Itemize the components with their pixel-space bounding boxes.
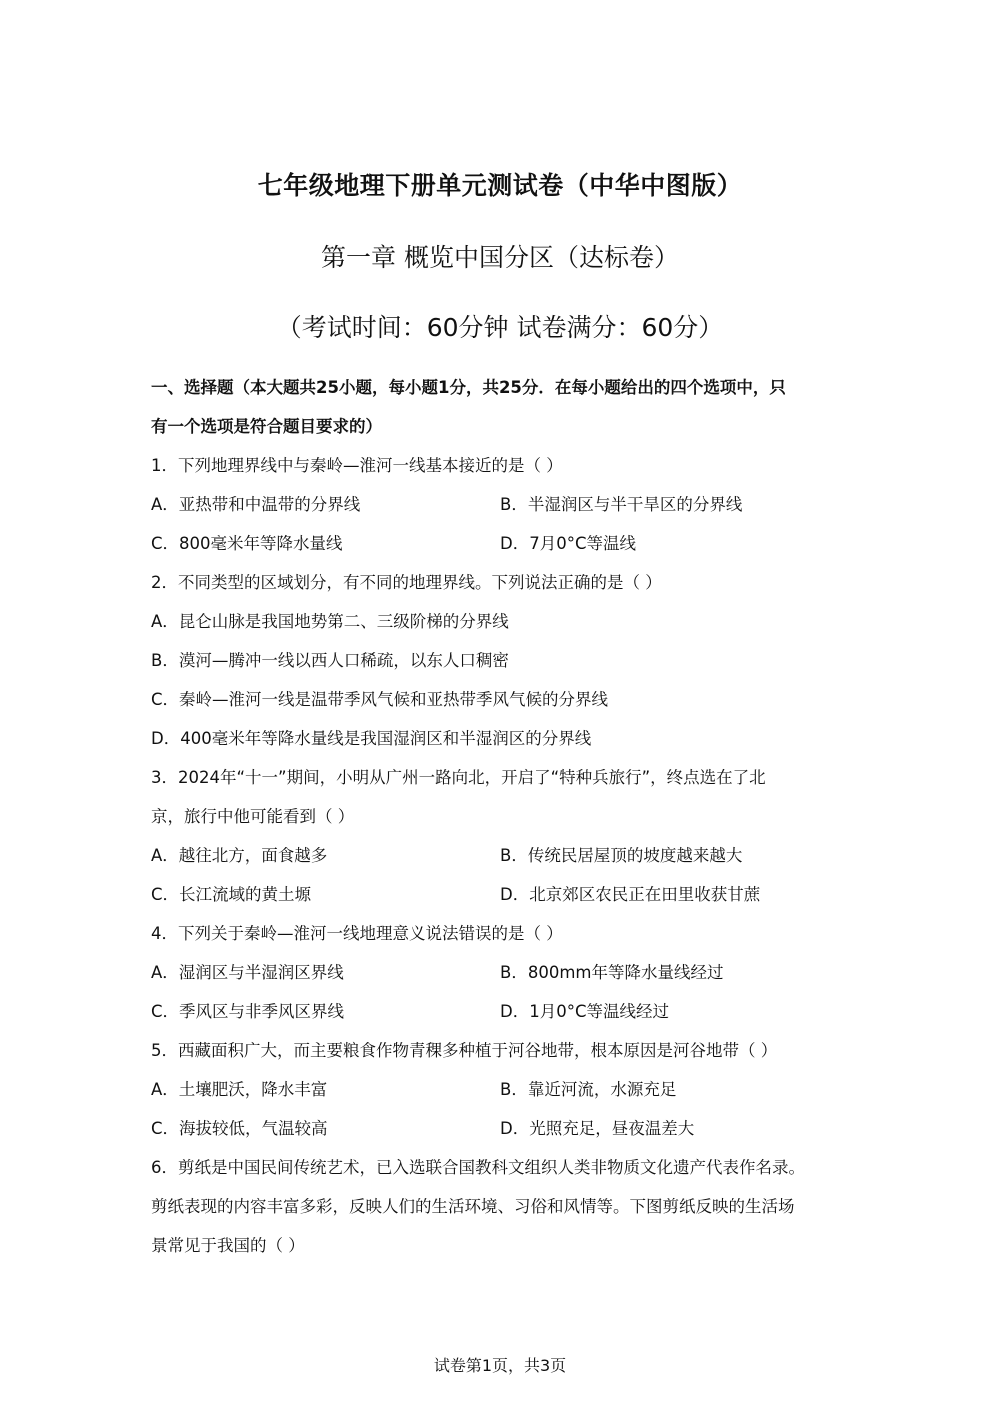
question-3-options-cd	[151, 875, 851, 914]
question-3-stem-line-1: 3．2024年“十一”期间，小明从广州一路向北，开启了“特种兵旅行”，终点选在了北	[151, 768, 766, 787]
section-heading-line-1: 一、选择题（本大题共25小题，每小题1分，共25分．在每小题给出的四个选项中，只	[151, 378, 786, 397]
page-footer: 试卷第1页，共3页	[433, 1356, 567, 1375]
question-5	[151, 1031, 851, 1148]
exam-title: 七年级地理下册单元测试卷（中华中图版）	[257, 171, 743, 200]
question-5-option-c: C．海拔较低，气温较高	[151, 1119, 328, 1138]
question-3-stem-line-2: 京，旅行中他可能看到（ ）	[151, 807, 355, 826]
question-5-option-d: D．光照充足，昼夜温差大	[500, 1119, 695, 1138]
question-3-option-a: A．越往北方，面食越多	[151, 846, 328, 865]
question-1-options-ab	[151, 485, 851, 524]
section-heading-line-2: 有一个选项是符合题目要求的）	[151, 417, 382, 436]
question-1-option-a: A．亚热带和中温带的分界线	[151, 495, 361, 514]
question-4-option-a: A．湿润区与半湿润区界线	[151, 963, 344, 982]
question-4-option-c: C．季风区与非季风区界线	[151, 1002, 345, 1021]
question-2	[151, 563, 851, 758]
question-1	[151, 446, 851, 563]
question-2-option-b: B．漠河—腾冲一线以西人口稀疏，以东人口稠密	[151, 651, 509, 670]
question-4-options-cd	[151, 992, 851, 1031]
question-3	[151, 758, 851, 914]
question-1-option-d: D．7月0°C等温线	[500, 534, 636, 553]
question-4-option-b: B．800mm年等降水量线经过	[500, 963, 724, 982]
question-6-stem-line-1: 6．剪纸是中国民间传统艺术，已入选联合国教科文组织人类非物质文化遗产代表作名录。	[151, 1158, 805, 1177]
question-5-options-cd	[151, 1109, 851, 1148]
question-2-option-c: C．秦岭—淮河一线是温带季风气候和亚热带季风气候的分界线	[151, 690, 609, 709]
question-5-stem: 5．西藏面积广大，而主要粮食作物青稞多种植于河谷地带，根本原因是河谷地带（ ）	[151, 1041, 778, 1060]
question-6-stem-line-2: 剪纸表现的内容丰富多彩，反映人们的生活环境、习俗和风情等。下图剪纸反映的生活场	[151, 1197, 795, 1216]
chapter-subtitle: 第一章 概览中国分区（达标卷）	[321, 243, 679, 272]
question-2-option-d: D．400毫米年等降水量线是我国湿润区和半湿润区的分界线	[151, 729, 592, 748]
question-3-options-ab	[151, 836, 851, 875]
question-4-options-ab	[151, 953, 851, 992]
question-6	[151, 1148, 851, 1265]
question-2-stem: 2．不同类型的区域划分，有不同的地理界线。下列说法正确的是（ ）	[151, 573, 662, 592]
question-6-stem-line-3: 景常见于我国的（ ）	[151, 1236, 305, 1255]
question-4-stem: 4．下列关于秦岭—淮河一线地理意义说法错误的是（ ）	[151, 924, 563, 943]
question-1-option-c: C．800毫米年等降水量线	[151, 534, 343, 553]
section-heading	[151, 368, 851, 446]
exam-content	[151, 368, 851, 1265]
question-1-option-b: B．半湿润区与半干旱区的分界线	[500, 495, 743, 514]
question-4-option-d: D．1月0°C等温线经过	[500, 1002, 669, 1021]
question-3-option-d: D．北京郊区农民正在田里收获甘蔗	[500, 885, 761, 904]
question-5-option-b: B．靠近河流，水源充足	[500, 1080, 677, 1099]
question-1-stem: 1．下列地理界线中与秦岭—淮河一线基本接近的是（ ）	[151, 456, 563, 475]
question-2-option-a: A．昆仑山脉是我国地势第二、三级阶梯的分界线	[151, 612, 509, 631]
question-5-options-ab	[151, 1070, 851, 1109]
question-3-option-b: B．传统民居屋顶的坡度越来越大	[500, 846, 743, 865]
question-1-options-cd	[151, 524, 851, 563]
question-3-option-c: C．长江流域的黄土塬	[151, 885, 312, 904]
question-5-option-a: A．土壤肥沃，降水丰富	[151, 1080, 328, 1099]
question-4	[151, 914, 851, 1031]
exam-time-score-info: （考试时间：60分钟 试卷满分：60分）	[276, 313, 724, 342]
